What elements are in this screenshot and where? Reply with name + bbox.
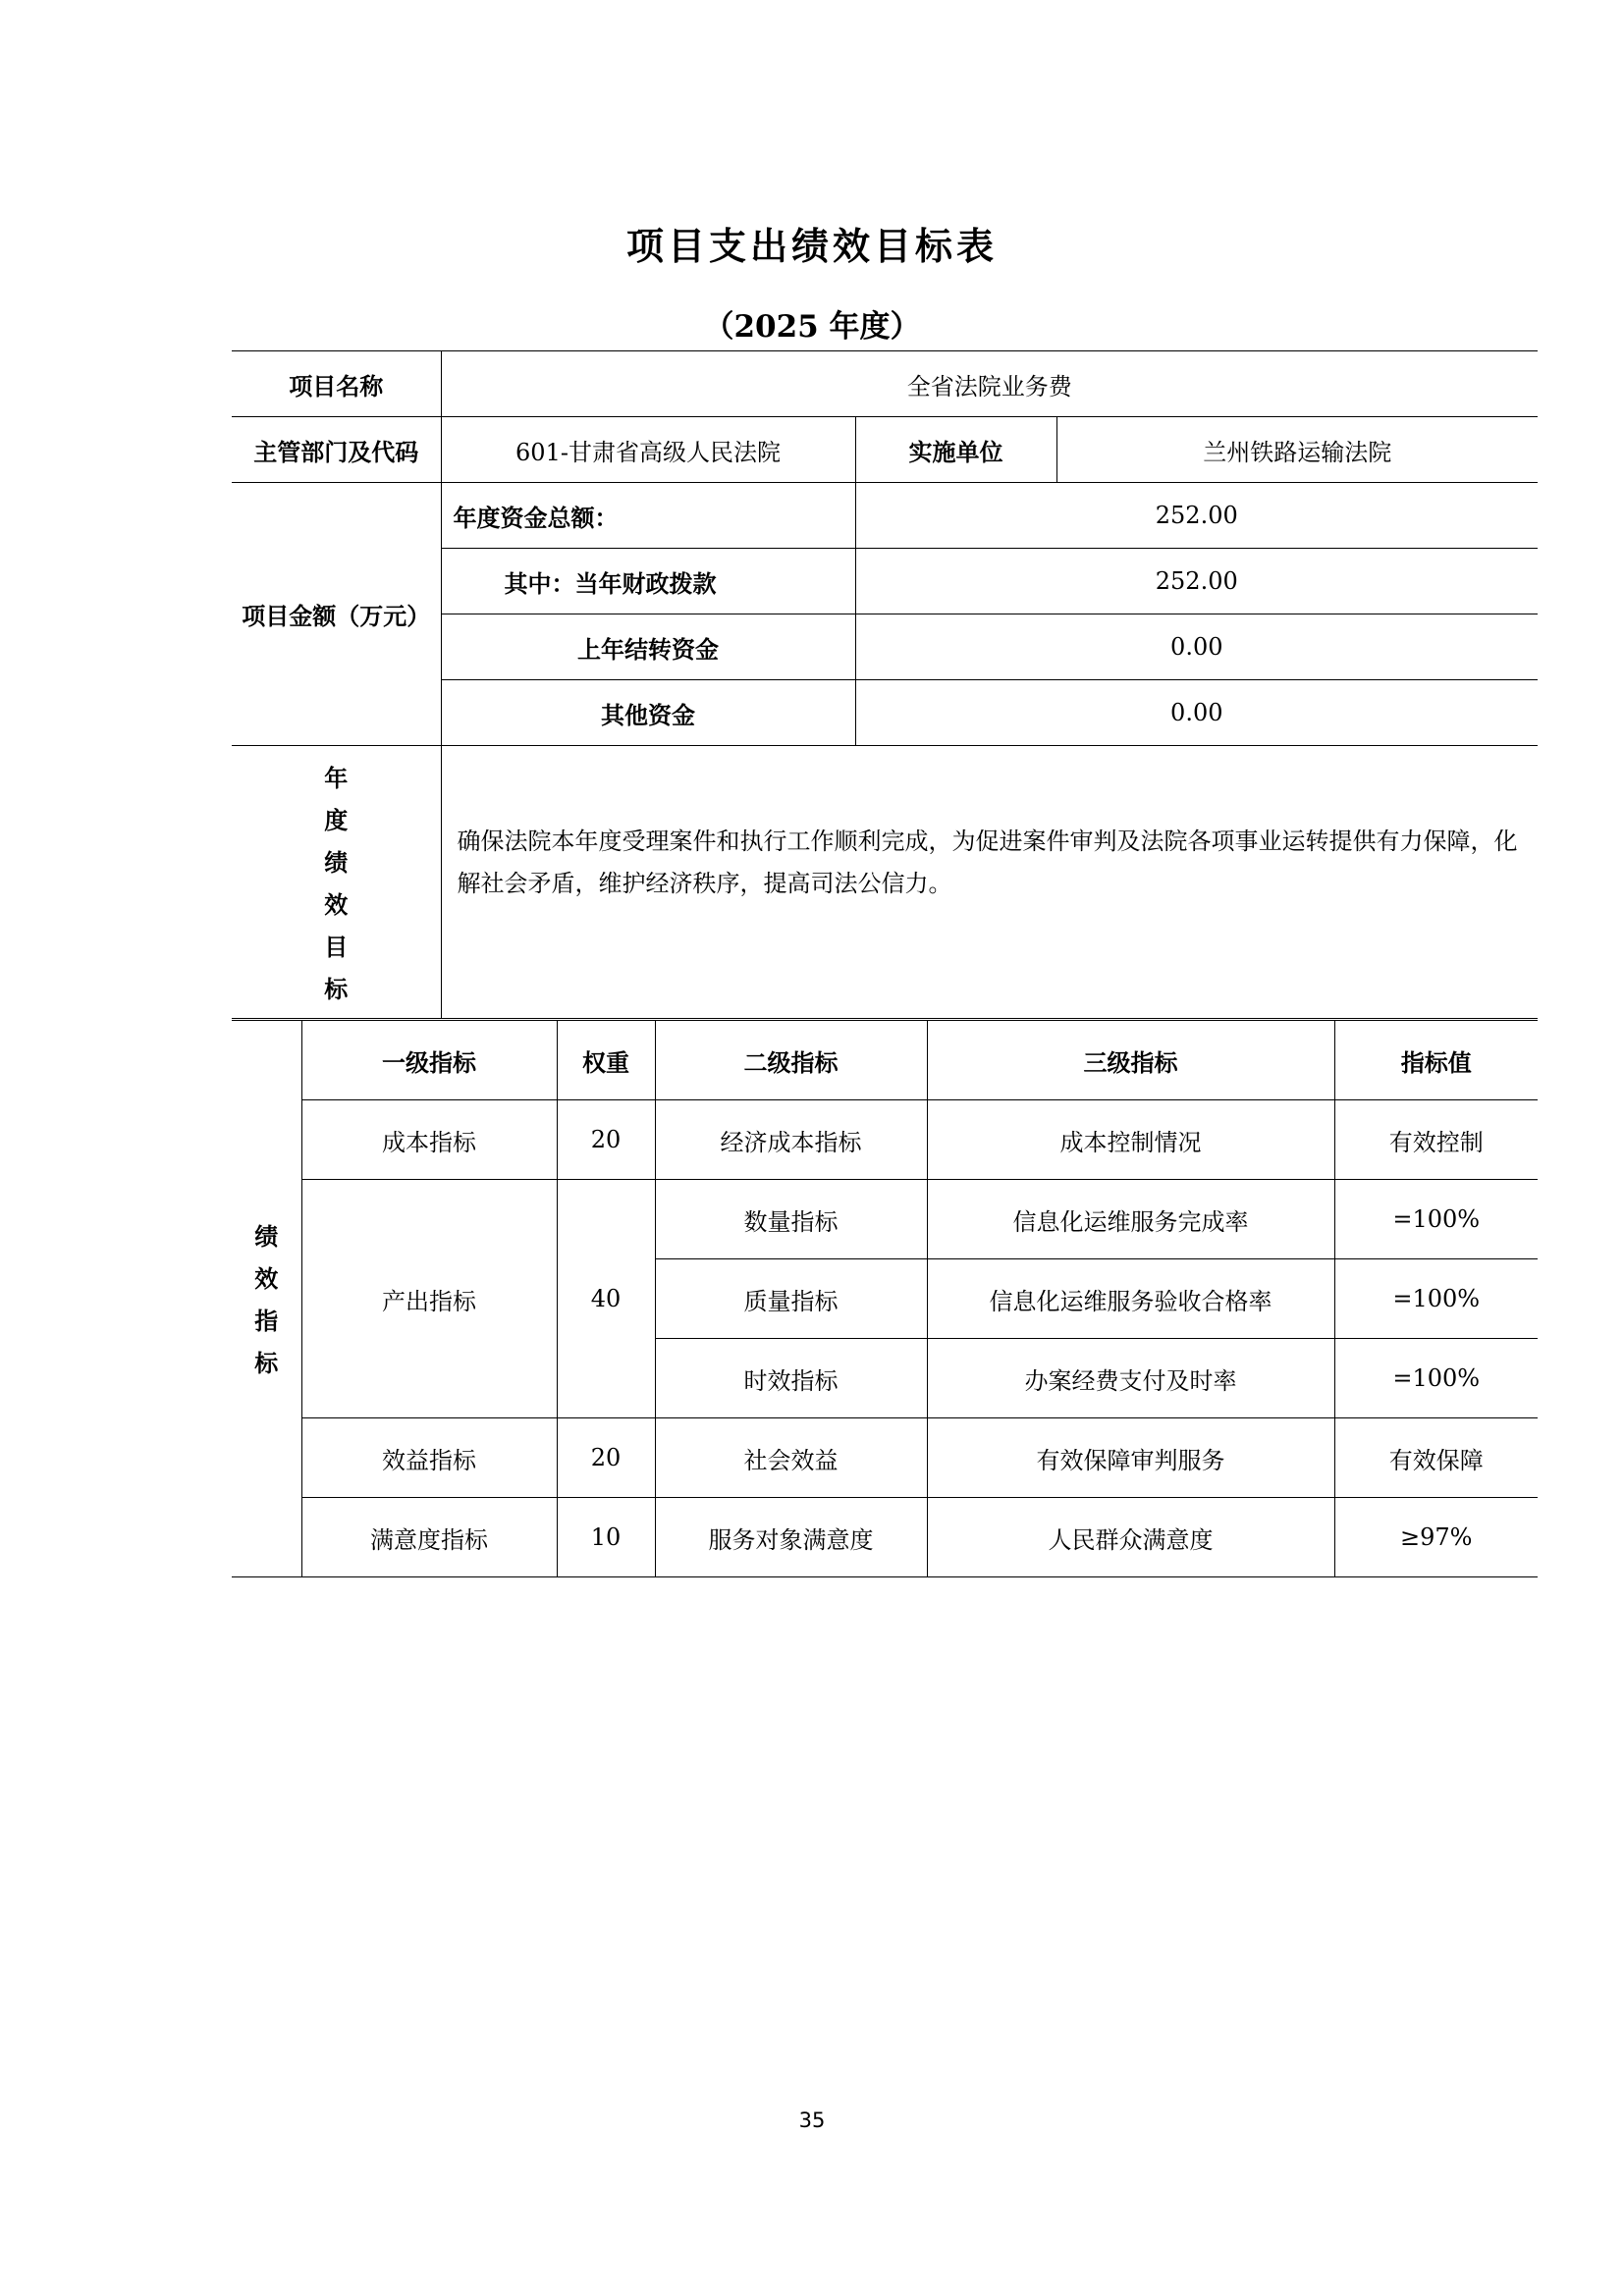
table-row xyxy=(232,483,1538,549)
section-label-char: 标 xyxy=(254,1350,279,1377)
unit-label: 实施单位 xyxy=(855,417,1056,483)
unit-value: 兰州铁路运输法院 xyxy=(1056,417,1538,483)
project-name-value: 全省法院业务费 xyxy=(441,351,1538,417)
dept-label: 主管部门及代码 xyxy=(232,417,441,483)
goal-label-char: 绩 xyxy=(324,848,349,877)
weight-cell: 20 xyxy=(557,1418,655,1498)
value-cell: =100% xyxy=(1334,1259,1538,1339)
amount-row-value: 252.00 xyxy=(855,483,1538,549)
value-cell: =100% xyxy=(1334,1339,1538,1418)
amount-row-label: 年度资金总额： xyxy=(441,483,855,549)
table-row xyxy=(232,1021,1538,1100)
page-subtitle: （2025 年度） xyxy=(703,309,921,345)
level3-cell: 人民群众满意度 xyxy=(927,1498,1334,1577)
amount-row-label: 其他资金 xyxy=(441,680,855,746)
level1-cell: 成本指标 xyxy=(301,1100,557,1180)
indicators-table xyxy=(232,1020,1538,1577)
value-cell: 有效保障 xyxy=(1334,1418,1538,1498)
amount-row-value: 0.00 xyxy=(855,614,1538,680)
amount-row-value: 0.00 xyxy=(855,680,1538,746)
header-level3: 三级指标 xyxy=(927,1021,1334,1100)
amount-row-value: 252.00 xyxy=(855,549,1538,614)
level2-cell: 时效指标 xyxy=(655,1339,927,1418)
table-row xyxy=(232,1418,1538,1498)
header-value: 指标值 xyxy=(1334,1021,1538,1100)
level2-cell: 经济成本指标 xyxy=(655,1100,927,1180)
section-label-char: 效 xyxy=(254,1265,279,1293)
indicators-section-label xyxy=(232,1021,301,1577)
amount-row-label: 其中：当年财政拨款 xyxy=(441,549,855,614)
level2-cell: 数量指标 xyxy=(655,1180,927,1259)
page-number: 35 xyxy=(798,2109,826,2132)
table-row xyxy=(232,1100,1538,1180)
value-cell: ≥97% xyxy=(1334,1498,1538,1577)
level2-cell: 社会效益 xyxy=(655,1418,927,1498)
table-row xyxy=(232,417,1538,483)
weight-cell: 20 xyxy=(557,1100,655,1180)
level3-cell: 成本控制情况 xyxy=(927,1100,1334,1180)
level1-cell: 产出指标 xyxy=(301,1180,557,1418)
goal-label-char: 效 xyxy=(324,890,349,919)
amount-row-label: 上年结转资金 xyxy=(441,614,855,680)
level3-cell: 信息化运维服务完成率 xyxy=(927,1180,1334,1259)
page-title: 项目支出绩效目标表 xyxy=(625,225,998,268)
goal-label-char: 度 xyxy=(324,806,349,834)
table-row xyxy=(232,351,1538,417)
project-info-table xyxy=(232,350,1538,1019)
level2-cell: 质量指标 xyxy=(655,1259,927,1339)
value-cell: 有效控制 xyxy=(1334,1100,1538,1180)
goal-text: 确保法院本年度受理案件和执行工作顺利完成，为促进案件审判及法院各项事业运转提供有力保障，化解社会矛盾，维护经济秩序，提高司法公信力。 xyxy=(441,746,1538,1019)
goal-label xyxy=(232,746,441,1019)
goal-label-char: 标 xyxy=(324,975,349,1003)
table-row xyxy=(232,1498,1538,1577)
header-level2: 二级指标 xyxy=(655,1021,927,1100)
level3-cell: 有效保障审判服务 xyxy=(927,1418,1334,1498)
weight-cell: 10 xyxy=(557,1498,655,1577)
amount-label: 项目金额（万元） xyxy=(232,483,441,746)
value-cell: =100% xyxy=(1334,1180,1538,1259)
header-weight: 权重 xyxy=(557,1021,655,1100)
dept-value: 601-甘肃省高级人民法院 xyxy=(441,417,855,483)
table-row xyxy=(232,1180,1538,1259)
goal-label-char: 目 xyxy=(324,933,349,961)
weight-cell: 40 xyxy=(557,1180,655,1418)
level3-cell: 办案经费支付及时率 xyxy=(927,1339,1334,1418)
project-name-label: 项目名称 xyxy=(232,351,441,417)
level3-cell: 信息化运维服务验收合格率 xyxy=(927,1259,1334,1339)
level1-cell: 满意度指标 xyxy=(301,1498,557,1577)
level2-cell: 服务对象满意度 xyxy=(655,1498,927,1577)
header-level1: 一级指标 xyxy=(301,1021,557,1100)
table-row xyxy=(232,746,1538,1019)
goal-label-char: 年 xyxy=(324,764,349,792)
section-label-char: 指 xyxy=(254,1308,279,1335)
level1-cell: 效益指标 xyxy=(301,1418,557,1498)
section-label-char: 绩 xyxy=(254,1223,279,1251)
